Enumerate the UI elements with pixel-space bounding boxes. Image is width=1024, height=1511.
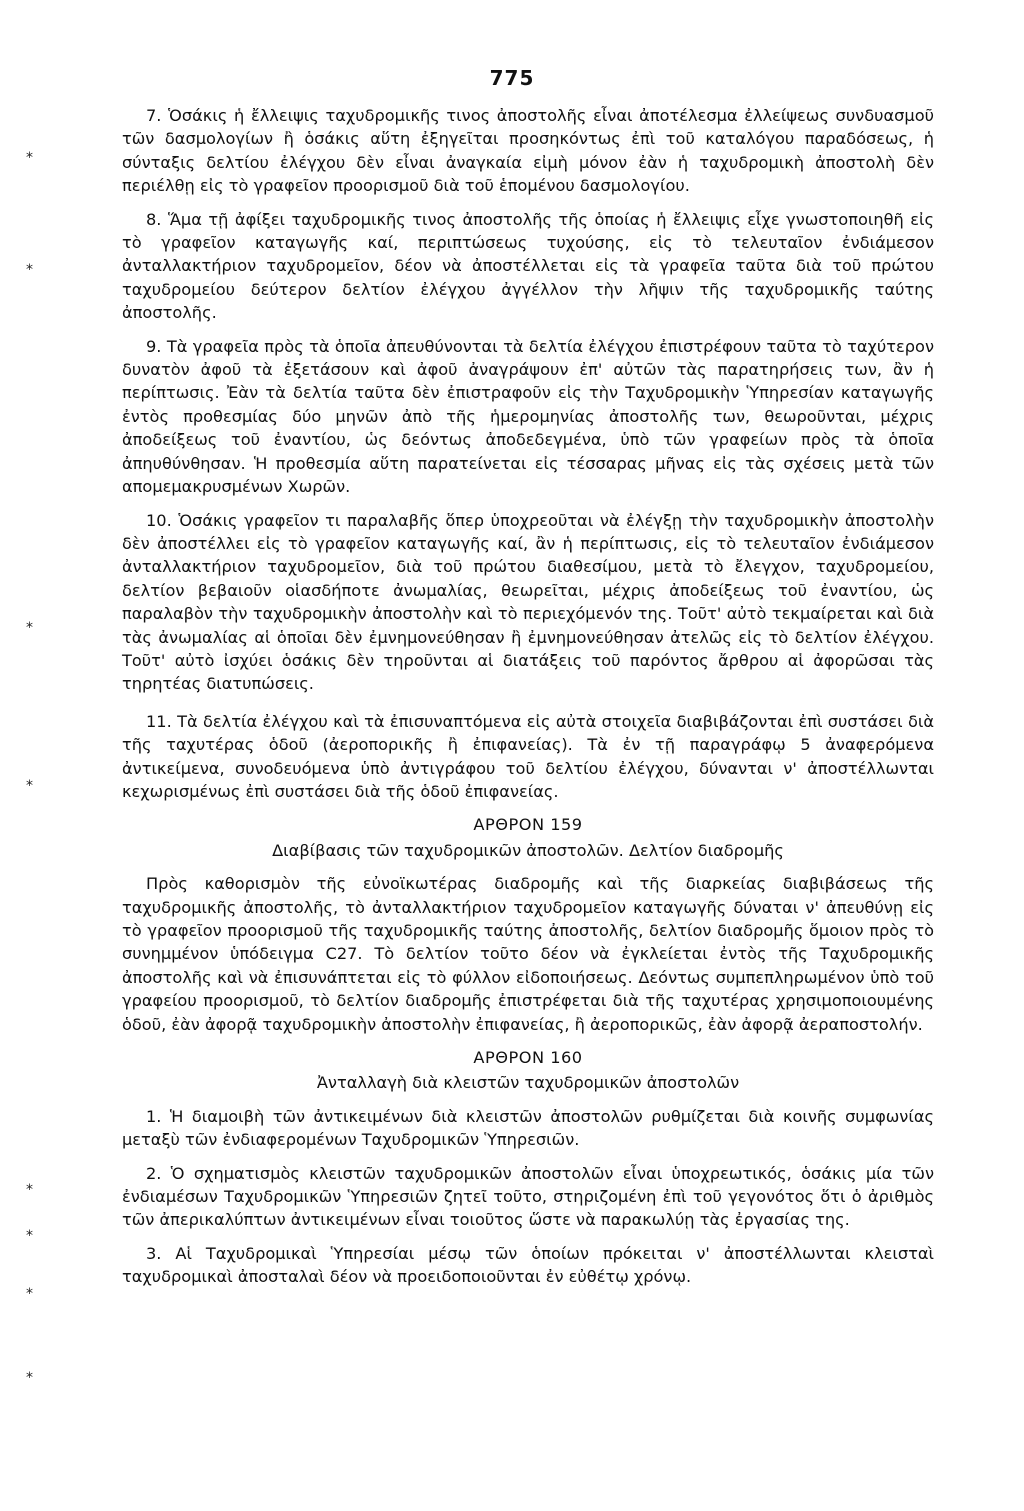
margin-mark: * xyxy=(26,778,33,794)
margin-mark: * xyxy=(26,1228,33,1244)
margin-mark: * xyxy=(26,150,33,166)
document-body xyxy=(122,104,934,1289)
article-159-heading: ΑΡΘΡΟΝ 159 xyxy=(473,815,583,835)
paragraph-9: 9. Τὰ γραφεῖα πρὸς τὰ ὁποῖα ἀπευθύνονται τὰ δελτία ἐλέγχου ἐπιστρέφουν ταῦτα τὸ ταχύτερον δυνατὸν ἀφοῦ τὰ ἐξετάσουν καὶ ἀφοῦ ἀναγράψουν ἐπ' αὐτῶν τὰς παρατηρήσεις των, ἂν ἡ περίπτωσις. Ἐὰν τὰ δελτία ταῦτα δὲν ἐπιστραφοῦν εἰς τὴν Ταχυδρομικὴν Ὑπηρεσίαν καταγωγῆς ἐντὸς προθεσμίας δύο μηνῶν ἀπὸ τῆς ἡμερομηνίας ἀποστολῆς των, θεωροῦνται, μέχρις ἀποδείξεως τοῦ ἐναντίου, ὡς δεόντως ἀποδεδεγμένα, ὑπὸ τῶν γραφείων πρὸς τὰ ὁποῖα ἀπηυθύνθησαν. Ἡ προθεσμία αὕτη παρατείνεται εἰς τέσσαρας μῆνας εἰς τὰς σχέσεις μετὰ τῶν απομεμακρυσμένων Χωρῶν. xyxy=(122,336,934,497)
article-160-paragraph-2: 2. Ὁ σχηματισμὸς κλειστῶν ταχυδρομικῶν ἀποστολῶν εἶναι ὑποχρεωτικός, ὁσάκις μία τῶν ἐνδιαμέσων Ταχυδρομικῶν Ὑπηρεσιῶν ζητεῖ τοῦτο, στηριζομένη ἐπὶ τοῦ γεγονότος ὅτι ὁ ἀριθμὸς τῶν ἀπερικαλύπτων ἀντικειμένων εἶναι τοιοῦτος ὥστε νὰ παρακωλύῃ τὰς ἐργασίας της. xyxy=(122,1163,934,1230)
paragraph-8: 8. Ἅμα τῇ ἀφίξει ταχυδρομικῆς τινος ἀποστολῆς τῆς ὁποίας ἡ ἔλλειψις εἶχε γνωστοποιηθῆ εἰς τὸ γραφεῖον καταγωγῆς καί, περιπτώσεως τυχούσης, εἰς τὸ τελευταῖον ἐνδιάμεσον ἀνταλλακτήριον ταχυδρομεῖον, δέον νὰ ἀποστέλλεται εἰς τὰ γραφεῖα ταῦτα διὰ τοῦ πρώτου ταχυδρομείου δεύτερον δελτίον ἐλέγχου ἀγγέλλον τὴν λῆψιν τῆς ταχυδρομικῆς ταύτης ἀποστολῆς. xyxy=(122,209,934,323)
article-160-heading: ΑΡΘΡΟΝ 160 xyxy=(473,1048,583,1068)
margin-mark: * xyxy=(26,1182,33,1198)
article-160-subheading: Ἀνταλλαγὴ διὰ κλειστῶν ταχυδρομικῶν ἀποστολῶν xyxy=(316,1073,740,1093)
margin-mark: * xyxy=(26,262,33,278)
paragraph-11: 11. Τὰ δελτία ἐλέγχου καὶ τὰ ἐπισυναπτόμενα εἰς αὐτὰ στοιχεῖα διαβιβάζονται ἐπὶ συστάσει διὰ τῆς ταχυτέρας ὁδοῦ (ἀεροπορικῆς ἢ ἐπιφανείας). Τὰ ἐν τῇ παραγράφῳ 5 ἀναφερόμενα ἀντικείμενα, συνοδευόμενα ὑπὸ ἀντιγράφου τοῦ δελτίου ἐλέγχου, δύνανται ν' ἀποστέλλωνται κεχωρισμένως ἐπὶ συστάσει διὰ τῆς ὁδοῦ ἐπιφανείας. xyxy=(122,711,934,801)
article-160-paragraph-3: 3. Αἱ Ταχυδρομικαὶ Ὑπηρεσίαι μέσῳ τῶν ὁποίων πρόκειται ν' ἀποστέλλωνται κλεισταὶ ταχυδρομικαὶ ἀποσταλαὶ δέον νὰ προειδοποιοῦνται ἐν εὐθέτῳ χρόνῳ. xyxy=(122,1243,934,1287)
page-number: 775 xyxy=(489,66,535,90)
margin-mark: * xyxy=(26,1286,33,1302)
paragraph-7: 7. Ὁσάκις ἡ ἔλλειψις ταχυδρομικῆς τινος ἀποστολῆς εἶναι ἀποτέλεσμα ἐλλείψεως συνδυασμοῦ τῶν δασμολογίων ἢ ὁσάκις αὕτη ἐξηγεῖται προσηκόντως ἐπὶ τοῦ καταλόγου παραδόσεως, ἡ σύνταξις δελτίου ἐλέγχου δὲν εἶναι ἀναγκαία εἰμὴ μόνον ἐὰν ἡ ταχυδρομικὴ ἀποστολὴ δὲν περιέλθῃ εἰς τὸ γραφεῖον προορισμοῦ διὰ τοῦ ἑπομένου δασμολογίου. xyxy=(122,106,934,196)
article-159-body: Πρὸς καθορισμὸν τῆς εὐνοϊκωτέρας διαδρομῆς καὶ τῆς διαρκείας διαβιβάσεως τῆς ταχυδρομικῆς ἀποστολῆς, τὸ ἀνταλλακτήριον ταχυδρομεῖον καταγωγῆς δύναται ν' ἀπευθύνῃ εἰς τὸ γραφεῖον προορισμοῦ τῆς ταχυδρομικῆς ταύτης ἀποστολῆς, δελτίον διαδρομῆς ὅμοιον πρὸς τὸ συνημμένον ὑπόδειγμα C27. Τὸ δελτίον τοῦτο δέον νὰ ἐγκλείεται ἐντὸς τῆς Ταχυδρομικῆς ἀποστολῆς καὶ νὰ ἐπισυνάπτεται εἰς τὸ φύλλον εἰδοποιήσεως. Δεόντως συμπεπληρωμένον ὑπὸ τοῦ γραφείου προορισμοῦ, τὸ δελτίον διαδρομῆς ἐπιστρέφεται διὰ τῆς ταχυτέρας χρησιμοποιουμένης ὁδοῦ, ἐὰν ἀφορᾷ ταχυδρομικὴν ἀποστολὴν ἐπιφανείας, ἢ ἀεροπορικῶς, ἐὰν ἀφορᾷ ἀεραποστολήν. xyxy=(122,874,934,1034)
margin-mark: * xyxy=(26,620,33,636)
article-160-paragraph-1: 1. Ἡ διαμοιβὴ τῶν ἀντικειμένων διὰ κλειστῶν ἀποστολῶν ρυθμίζεται διὰ κοινῆς συμφωνίας μεταξὺ τῶν ἐνδιαφερομένων Ταχυδρομικῶν Ὑπηρεσιῶν. xyxy=(122,1106,934,1150)
paragraph-10: 10. Ὁσάκις γραφεῖον τι παραλαβῆς ὅπερ ὑποχρεοῦται νὰ ἐλέγξῃ τὴν ταχυδρομικὴν ἀποστολὴν δὲν ἀποστέλλει εἰς τὸ γραφεῖον καταγωγῆς καί, ἂν ἡ περίπτωσις, εἰς τὸ τελευταῖον ἐνδιάμεσον ἀνταλλακτήριον ταχυδρομεῖον, διὰ τοῦ πρώτου διαθεσίμου, μετὰ τὸ ἔλεγχον, ταχυδρομείου, δελτίον βεβαιοῦν οἱασδήποτε ἀνωμαλίας, θεωρεῖται, μέχρις ἀποδείξεως τοῦ ἐναντίου, ὡς παραλαβὸν τὴν ταχυδρομικὴν ἀποστολὴν καὶ τὸ περιεχόμενόν της. Τοῦτ' αὐτὸ τεκμαίρεται καὶ διὰ τὰς ἀνωμαλίας αἱ ὁποῖαι δὲν ἐμνημονεύθησαν ἢ ἐμνημονεύθησαν ἀτελῶς εἰς τὸ δελτίον ἐλέγχου. Τοῦτ' αὐτὸ ἰσχύει ὁσάκις δὲν τηροῦνται αἱ διατάξεις τοῦ παρόντος ἄρθρου αἱ ἀφορῶσαι τὰς τηρητέας διατυπώσεις. xyxy=(122,510,934,694)
margin-mark: * xyxy=(26,1370,33,1386)
article-159-subheading: Διαβίβασις τῶν ταχυδρομικῶν ἀποστολῶν. Δελτίον διαδρομῆς xyxy=(272,840,784,860)
